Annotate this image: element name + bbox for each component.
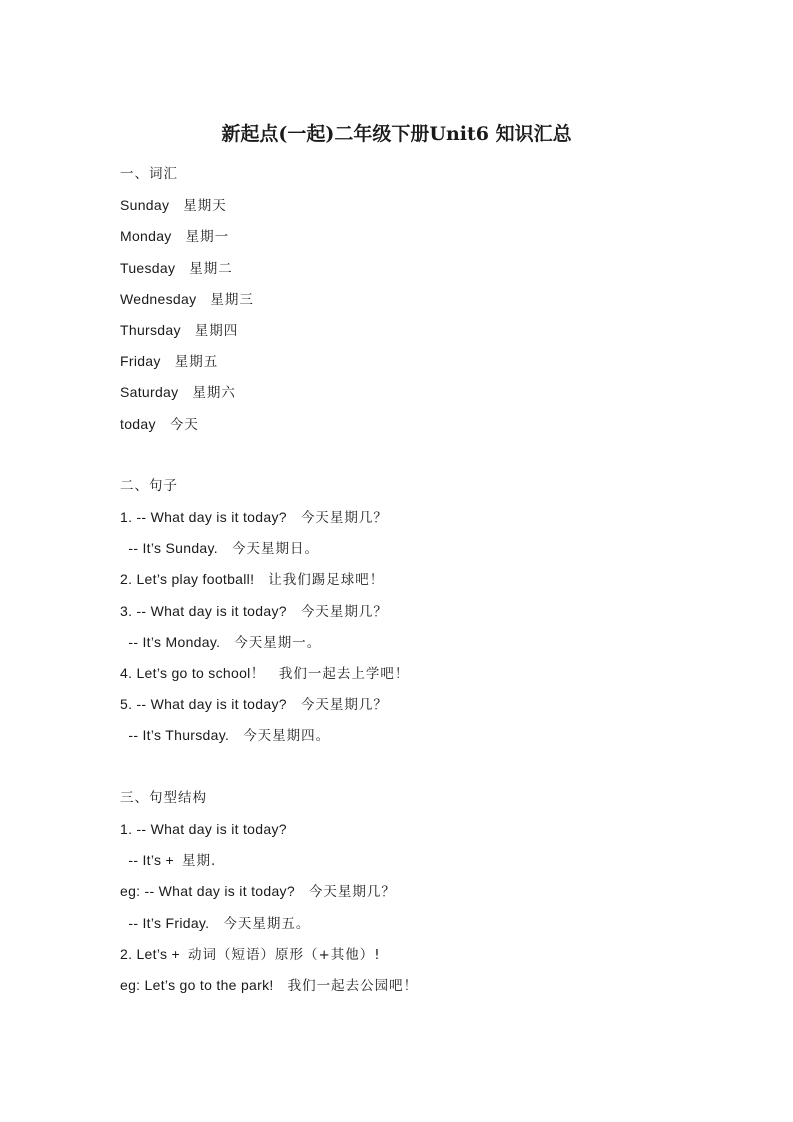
vocab-line	[120, 409, 740, 440]
sentence-cn: 今天星期日。	[231, 541, 319, 558]
sentence-en: -- It’s Monday.	[120, 633, 221, 650]
vocab-line	[120, 190, 740, 221]
section-heading-sentences: 二、句子	[120, 477, 178, 494]
sentence-line	[120, 533, 740, 564]
vocab-cn: 星期二	[189, 260, 233, 277]
sentence-line	[120, 689, 740, 720]
vocab-cn: 星期四	[194, 322, 239, 339]
structure-en: -- It’s +	[120, 852, 174, 869]
structure-cn: 我们一起去公园吧！	[287, 977, 419, 994]
sentence-cn: 今天星期一。	[234, 634, 322, 651]
vocab-line	[120, 253, 740, 284]
vocab-line	[120, 221, 740, 252]
vocab-en: Friday	[120, 353, 161, 370]
document-title: 新起点(一起)二年级下册Unit6 知识汇总	[221, 123, 572, 145]
vocab-cn: 星期五	[174, 354, 219, 371]
structure-line	[120, 876, 740, 907]
structure-en: 1. -- What day is it today?	[120, 820, 287, 837]
vocab-cn: 星期天	[183, 198, 227, 215]
vocab-cn: 星期六	[192, 385, 236, 402]
structure-line	[120, 908, 740, 939]
vocab-en: Monday	[120, 228, 172, 245]
structure-cn: 动词（短语）原形（+其他）!	[187, 946, 381, 963]
vocab-cn: 今天	[169, 416, 199, 433]
sentence-en: 1. -- What day is it today?	[120, 509, 287, 526]
sentence-en: -- It’s Thursday.	[120, 727, 230, 744]
sentence-en: 2. Let’s play football!	[120, 571, 255, 588]
sentence-cn: 让我们踢足球吧！	[268, 572, 385, 589]
sentence-en: -- It’s Sunday.	[120, 540, 218, 557]
vocab-en: Sunday	[120, 197, 170, 214]
section-heading-structures: 三、句型结构	[120, 789, 207, 806]
document-body	[120, 159, 740, 1001]
structure-line	[120, 970, 740, 1001]
structure-en: eg: Let’s go to the park!	[120, 976, 274, 993]
sentence-en: 5. -- What day is it today?	[120, 696, 287, 713]
sentence-en: 3. -- What day is it today?	[120, 602, 287, 619]
sentence-cn: 今天星期四。	[243, 728, 331, 745]
sentence-en: 4. Let’s go to school！	[120, 665, 265, 681]
structure-line	[120, 845, 740, 876]
structure-en: -- It’s Friday.	[120, 914, 210, 931]
vocab-en: Saturday	[120, 384, 179, 401]
sentence-line	[120, 627, 740, 658]
vocab-en: today	[120, 415, 156, 432]
structure-cn: 今天星期五。	[223, 915, 311, 932]
structure-cn: 星期.	[182, 853, 217, 870]
structure-cn: 今天星期几？	[308, 884, 396, 901]
structure-en: eg: -- What day is it today?	[120, 883, 295, 900]
vocab-cn: 星期三	[210, 291, 254, 308]
vocab-en: Thursday	[120, 321, 181, 338]
vocab-line	[120, 346, 740, 377]
sentence-cn: 今天星期几？	[300, 603, 388, 620]
section-heading-vocabulary: 一、词汇	[120, 166, 178, 182]
vocab-en: Wednesday	[120, 290, 197, 307]
vocab-line	[120, 284, 740, 315]
sentence-cn: 今天星期几？	[300, 510, 388, 527]
sentence-line	[120, 564, 740, 595]
structure-line	[120, 814, 740, 845]
sentence-cn: 今天星期几？	[300, 697, 388, 714]
vocab-cn: 星期一	[185, 229, 230, 246]
structure-line	[120, 939, 740, 970]
structure-en: 2. Let’s +	[120, 945, 180, 962]
sentence-line	[120, 658, 740, 689]
vocab-en: Tuesday	[120, 259, 176, 276]
sentence-cn: 我们一起去上学吧！	[278, 666, 410, 682]
sentence-line	[120, 720, 740, 751]
vocab-line	[120, 377, 740, 408]
sentence-line	[120, 502, 740, 533]
vocab-line	[120, 315, 740, 346]
sentence-line	[120, 596, 740, 627]
